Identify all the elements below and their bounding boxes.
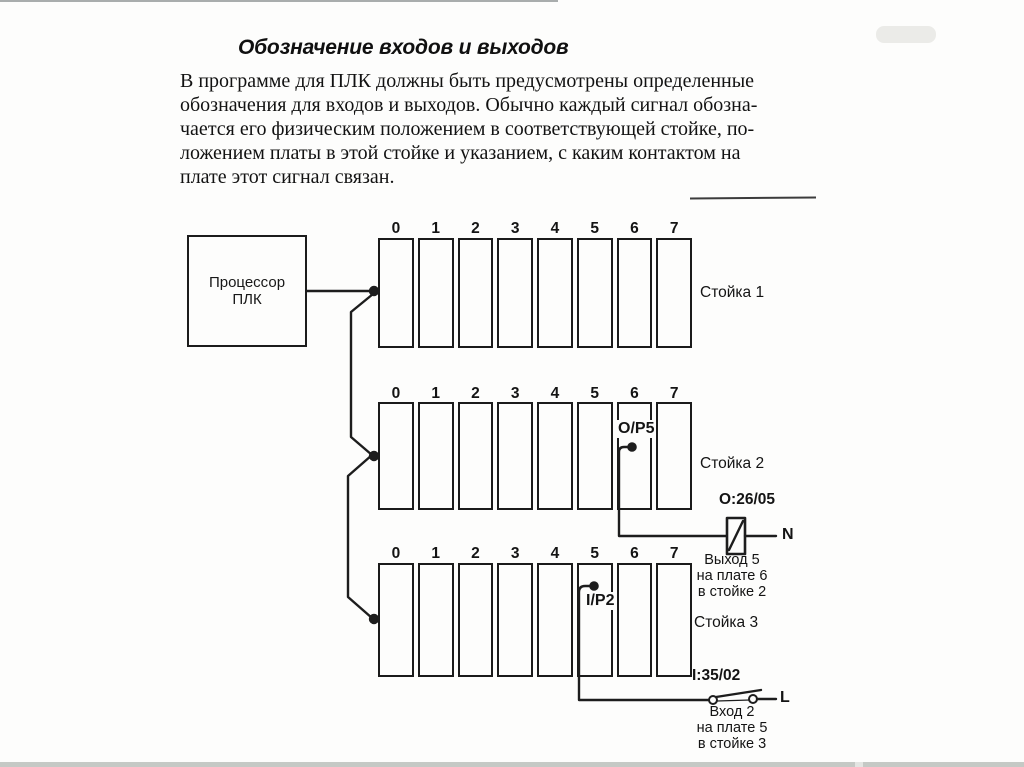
rack3-slot-numbers [378, 545, 692, 563]
rack3-slot [497, 563, 533, 677]
bottom-border-notch [855, 762, 863, 767]
rack2-slot [418, 402, 454, 510]
slot-number: 5 [590, 385, 599, 402]
slot-number: 6 [630, 385, 639, 402]
switch-icon [709, 690, 761, 704]
rack1-slot [617, 238, 653, 348]
junction-dot-rack1 [370, 287, 378, 295]
rack3-slot [458, 563, 494, 677]
rack1-slot-numbers [378, 220, 692, 238]
rack1-slot [378, 238, 414, 348]
rack1 [378, 238, 692, 348]
output-caption [690, 553, 774, 600]
output-tap-label: O/P5 [618, 420, 655, 437]
output-caption-line2: на плате 6 [696, 567, 768, 584]
rack3-slot [577, 563, 613, 677]
slot-number: 7 [669, 545, 679, 562]
rack3 [378, 563, 692, 677]
rack2-slot [537, 402, 573, 510]
paragraph-line-1: В программе для ПЛК должны быть предусмотрены определенные [180, 70, 755, 92]
output-caption-line3: в стойке 2 [697, 583, 767, 600]
rack2 [378, 402, 692, 510]
slot-number: 1 [431, 545, 440, 562]
plc-processor-box [187, 235, 307, 347]
rack1-label: Стойка 1 [700, 284, 765, 301]
slot-number: 4 [550, 220, 560, 237]
slot-number: 1 [431, 220, 440, 237]
junction-dot-rack2 [370, 452, 378, 460]
input-caption-line3: в стойке 3 [697, 735, 767, 752]
input-address-label: I:35/02 [692, 667, 741, 684]
rack1-slot [537, 238, 573, 348]
input-caption [688, 705, 776, 752]
rack1-slot [497, 238, 533, 348]
rack1-slot [418, 238, 454, 348]
rack2-slot [497, 402, 533, 510]
input-tap-label: I/P2 [586, 592, 615, 609]
slot-number: 3 [510, 545, 520, 562]
rack2-slot [378, 402, 414, 510]
slot-number: 3 [510, 385, 520, 402]
rack3-slot [656, 563, 692, 677]
rack2-slot [617, 402, 653, 510]
slot-number: 6 [630, 220, 639, 237]
relay-icon [727, 518, 745, 554]
rack3-slot [617, 563, 653, 677]
slot-number: 1 [431, 385, 440, 402]
bottom-border-bar [0, 762, 1024, 767]
slot-number: 5 [590, 220, 599, 237]
paragraph-line-4: ложением платы в этой стойке и указанием, с каким контактом на [180, 142, 741, 164]
junction-dot-rack3 [370, 615, 378, 623]
paragraph-line-2: обозначения для входов и выходов. Обычно каждый сигнал обозна- [180, 94, 758, 116]
input-caption-line2: на плате 5 [696, 719, 768, 736]
rack1-slot [656, 238, 692, 348]
rack3-slot [418, 563, 454, 677]
input-caption-line1: Вход 2 [709, 704, 755, 720]
rack1-slot [458, 238, 494, 348]
slot-number: 2 [471, 385, 480, 402]
slot-number: 0 [391, 545, 401, 562]
output-caption-line1: Выход 5 [704, 552, 760, 568]
paragraph-line-5: плате этот сигнал связан. [180, 166, 395, 188]
slot-number: 6 [630, 545, 639, 562]
rack3-slot [537, 563, 573, 677]
slot-number: 7 [669, 220, 679, 237]
input-terminal-label: L [780, 689, 790, 706]
rack2-slot-numbers [378, 385, 692, 403]
slot-number: 2 [471, 545, 480, 562]
rack3-slot [378, 563, 414, 677]
plc-processor-label-line2: ПЛК [232, 291, 262, 308]
rack3-label: Стойка 3 [694, 614, 759, 631]
output-address-label: O:26/05 [719, 491, 776, 508]
rack2-slot [656, 402, 692, 510]
rack2-slot [577, 402, 613, 510]
slot-number: 4 [550, 385, 560, 402]
rack2-label: Стойка 2 [700, 455, 765, 472]
section-heading: Обозначение входов и выходов [238, 36, 569, 59]
slot-number: 4 [550, 545, 560, 562]
slot-number: 0 [391, 385, 401, 402]
slot-number: 3 [510, 220, 520, 237]
rack2-slot [458, 402, 494, 510]
plc-processor-label-line1: Процессор [208, 274, 286, 291]
slot-number: 7 [669, 385, 679, 402]
slot-number: 0 [391, 220, 401, 237]
slot-number: 5 [590, 545, 599, 562]
paragraph-line-3: чается его физическим положением в соответствующей стойке, по- [180, 118, 755, 140]
output-terminal-label: N [782, 526, 794, 543]
rack1-slot [577, 238, 613, 348]
slot-number: 2 [471, 220, 480, 237]
